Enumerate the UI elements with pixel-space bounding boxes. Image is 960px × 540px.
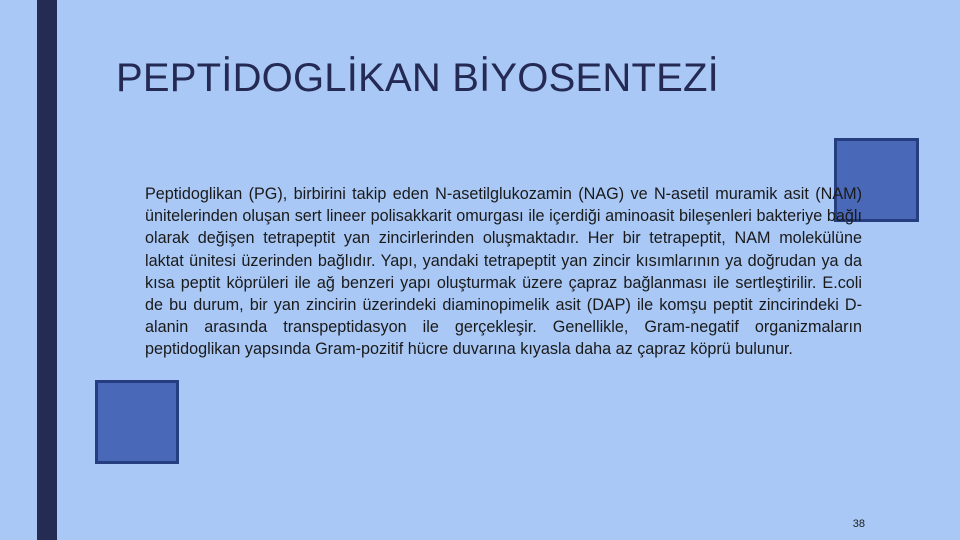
decorative-square-bottom-left <box>95 380 179 464</box>
slide-title: PEPTİDOGLİKAN BİYOSENTEZİ <box>116 56 719 100</box>
page-number: 38 <box>852 518 865 530</box>
slide-body-text: Peptidoglikan (PG), birbirini takip eden N-asetilglukozamin (NAG) ve N-asetil muramik asit (NAM) ünitelerinden oluşan sert lineer polisakkarit omurgası ile içerdiği aminoasit bileşenleri bakteriye bağlı olarak değişen tetrapeptit yan zincirlerinden oluşmaktadır. Her bir tetrapeptit, NAM molekülüne laktat ünitesi üzerinden bağlıdır. Yapı, yandaki tetrapeptit yan zincir kısımlarının ya doğrudan ya da kısa peptit köprüleri ile ağ benzeri yapı oluşturmak üzere çapraz bağlanması ile sertleştirilir. E.coli de bu durum, bir yan zincirin üzerindeki diaminopimelik asit (DAP) ile komşu peptit zincirindeki D-alanin arasında transpeptidasyon ile gerçekleşir. Genellikle, Gram-negatif organizmaların peptidoglikan yapsında Gram-pozitif hücre duvarına kıyasla daha az çapraz köprü bulunur. <box>145 185 862 359</box>
left-accent-bar <box>37 0 57 540</box>
